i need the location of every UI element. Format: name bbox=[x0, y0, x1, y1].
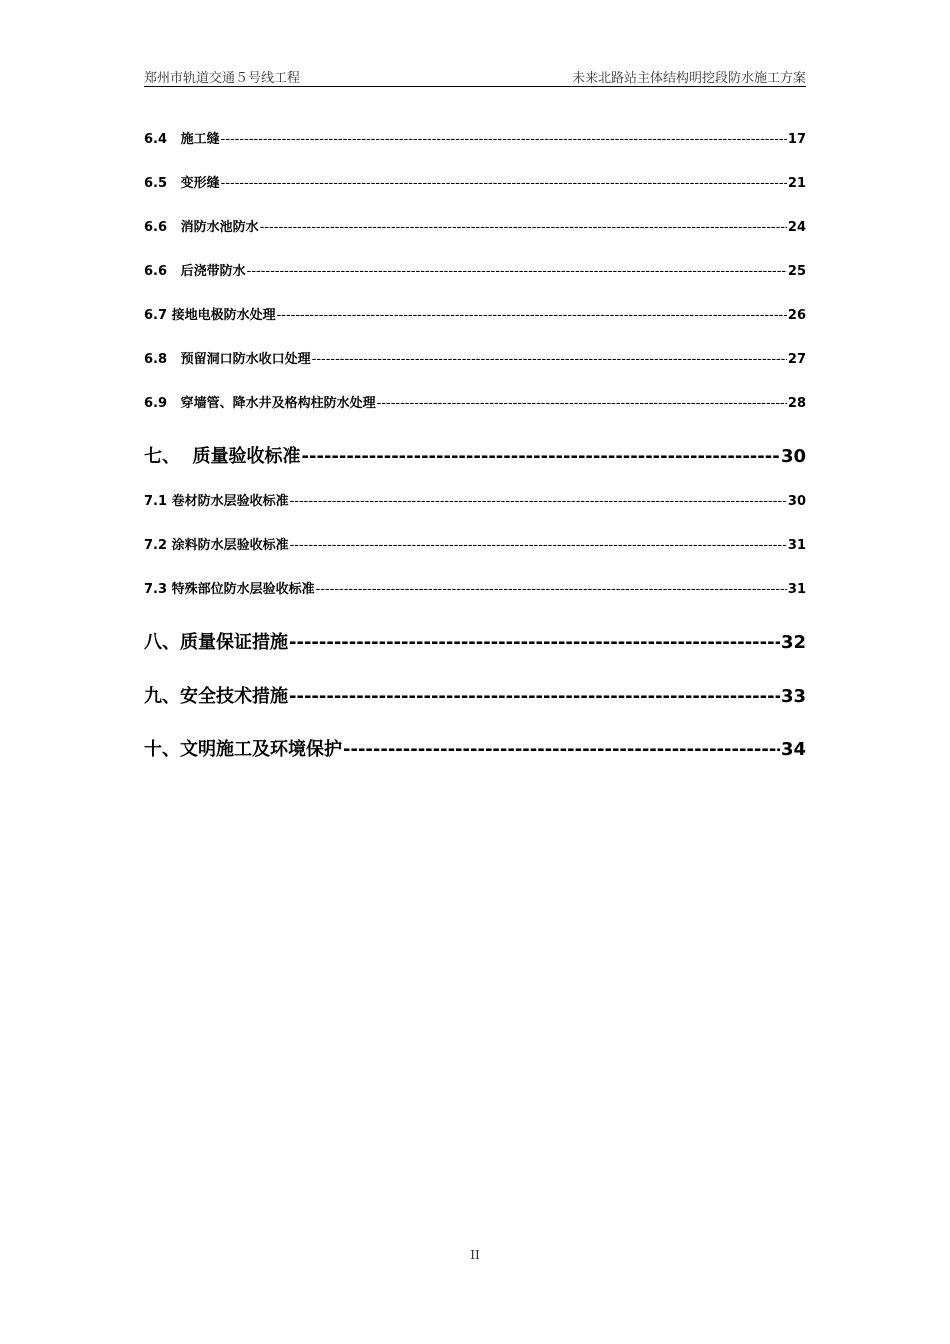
toc-entry-page: 34 bbox=[780, 739, 806, 760]
toc-entry-title: 文明施工及环境保护 bbox=[180, 739, 342, 760]
toc-entry-number: 九、 bbox=[144, 686, 180, 707]
toc-entry-number: 6.6 bbox=[144, 264, 168, 279]
toc-entry-gap bbox=[167, 396, 181, 411]
toc-entry-number: 七、 bbox=[144, 446, 180, 467]
toc-entry-title: 接地电极防水处理 bbox=[171, 308, 276, 323]
toc-entry-gap bbox=[167, 176, 181, 191]
toc-entry-number: 八、 bbox=[144, 632, 180, 653]
toc-leader-dots bbox=[289, 632, 780, 653]
toc-entry-title: 质量保证措施 bbox=[180, 632, 288, 653]
toc-entry-title: 消防水池防水 bbox=[180, 220, 259, 235]
toc-entry[interactable] bbox=[144, 534, 806, 554]
toc-entry[interactable] bbox=[144, 172, 806, 192]
toc-entry-page: 21 bbox=[787, 176, 806, 191]
toc-entry[interactable] bbox=[144, 392, 806, 412]
toc-entry[interactable] bbox=[144, 442, 806, 468]
toc-entry-number: 6.7 bbox=[144, 308, 168, 323]
toc-entry-gap bbox=[167, 352, 181, 367]
toc-entry-number: 6.6 bbox=[144, 220, 168, 235]
toc-leader-dots bbox=[290, 494, 787, 509]
toc-entry-page: 30 bbox=[787, 494, 806, 509]
toc-leader-dots bbox=[343, 739, 780, 760]
toc-entry-page: 30 bbox=[780, 446, 806, 467]
toc-entry-page: 25 bbox=[787, 264, 806, 279]
toc-entry-title: 涂料防水层验收标准 bbox=[171, 538, 289, 553]
toc-entry-number: 6.5 bbox=[144, 176, 168, 191]
toc-entry-page: 32 bbox=[780, 632, 806, 653]
toc-entry-gap bbox=[180, 446, 193, 467]
toc-entry-title: 特殊部位防水层验收标准 bbox=[171, 582, 315, 597]
toc-leader-dots bbox=[290, 538, 787, 553]
toc-entry-number: 7.1 bbox=[144, 494, 168, 509]
toc-leader-dots bbox=[260, 220, 787, 235]
toc-leader-dots bbox=[221, 132, 787, 147]
toc-entry-page: 27 bbox=[787, 352, 806, 367]
toc-entry[interactable] bbox=[144, 216, 806, 236]
toc-entry-title: 卷材防水层验收标准 bbox=[171, 494, 289, 509]
toc-leader-dots bbox=[221, 176, 787, 191]
toc-entry-page: 24 bbox=[787, 220, 806, 235]
toc-entry-title: 穿墙管、降水井及格构柱防水处理 bbox=[180, 396, 376, 411]
toc-entry[interactable] bbox=[144, 128, 806, 148]
page-number: II bbox=[470, 1248, 480, 1262]
toc-entry[interactable] bbox=[144, 304, 806, 324]
toc-entry-number: 6.9 bbox=[144, 396, 168, 411]
toc-leader-dots bbox=[377, 396, 787, 411]
toc-entry-page: 26 bbox=[787, 308, 806, 323]
toc-entry-gap bbox=[167, 132, 181, 147]
toc-entry-page: 28 bbox=[787, 396, 806, 411]
toc-entry-number: 十、 bbox=[144, 739, 180, 760]
header-document-title: 未来北路站主体结构明挖段防水施工方案 bbox=[571, 71, 806, 86]
toc-leader-dots bbox=[277, 308, 787, 323]
toc-entry[interactable] bbox=[144, 682, 806, 708]
toc-leader-dots bbox=[247, 264, 787, 279]
toc-leader-dots bbox=[302, 446, 780, 467]
toc-entry-title: 施工缝 bbox=[180, 132, 220, 147]
toc-entry[interactable] bbox=[144, 260, 806, 280]
toc-entry-title: 质量验收标准 bbox=[192, 446, 301, 467]
toc-entry-title: 安全技术措施 bbox=[180, 686, 288, 707]
toc-entry[interactable] bbox=[144, 578, 806, 598]
toc-entry-number: 6.8 bbox=[144, 352, 168, 367]
toc-entry-page: 17 bbox=[787, 132, 806, 147]
toc-entry-number: 7.2 bbox=[144, 538, 168, 553]
toc-leader-dots bbox=[312, 352, 787, 367]
toc-entry-gap bbox=[167, 264, 181, 279]
toc-entry-gap bbox=[167, 220, 181, 235]
toc-entry-title: 后浇带防水 bbox=[180, 264, 246, 279]
toc-entry[interactable] bbox=[144, 490, 806, 510]
toc-entry-page: 31 bbox=[787, 582, 806, 597]
toc-entry-title: 变形缝 bbox=[180, 176, 220, 191]
toc-entry-number: 6.4 bbox=[144, 132, 168, 147]
toc-leader-dots bbox=[289, 686, 780, 707]
toc-entry-number: 7.3 bbox=[144, 582, 168, 597]
toc-entry-page: 31 bbox=[787, 538, 806, 553]
toc-leader-dots bbox=[316, 582, 787, 597]
page-header bbox=[144, 66, 806, 87]
toc-entry[interactable] bbox=[144, 628, 806, 654]
toc-entry-page: 33 bbox=[780, 686, 806, 707]
header-project-name: 郑州市轨道交通５号线工程 bbox=[144, 71, 301, 86]
toc-entry[interactable] bbox=[144, 348, 806, 368]
toc-entry-title: 预留洞口防水收口处理 bbox=[180, 352, 311, 367]
toc-entry[interactable] bbox=[144, 735, 806, 761]
